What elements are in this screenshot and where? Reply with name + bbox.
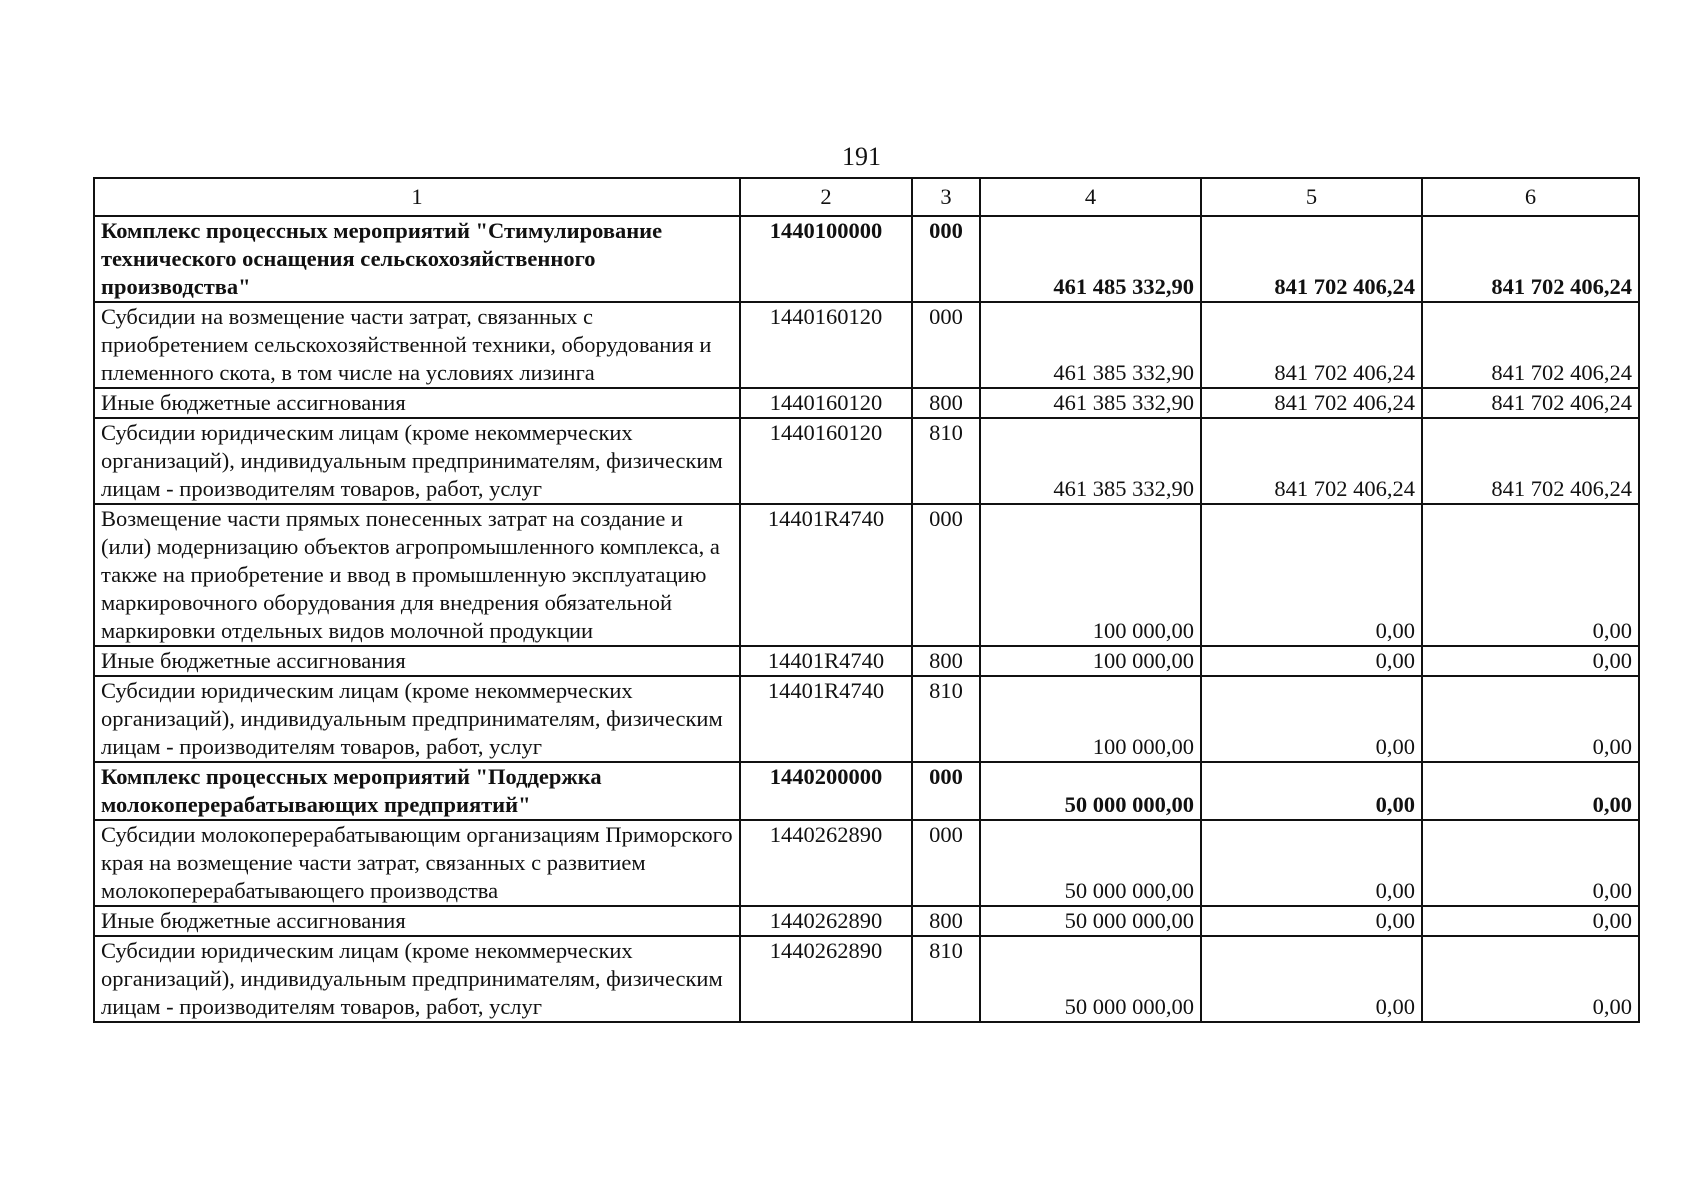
table-row	[94, 418, 1639, 504]
row-kind-cell: 000	[912, 504, 980, 646]
row-name-cell: Субсидии юридическим лицам (кроме некоммерческих организаций), индивидуальным предпринимателям, физическим лицам - производителям товаров, работ, услуг	[94, 418, 740, 504]
table-row	[94, 762, 1639, 820]
column-number-3: 3	[912, 178, 980, 216]
row-amount-col5-cell: 0,00	[1201, 504, 1422, 646]
row-code-cell: 1440160120	[740, 388, 912, 418]
table-row	[94, 676, 1639, 762]
row-name-cell: Иные бюджетные ассигнования	[94, 906, 740, 936]
row-amount-col4-cell: 461 485 332,90	[980, 216, 1201, 302]
table-row	[94, 302, 1639, 388]
row-amount-col4-cell: 100 000,00	[980, 504, 1201, 646]
table-row	[94, 936, 1639, 1022]
row-kind-cell: 800	[912, 646, 980, 676]
row-amount-col4-cell: 50 000 000,00	[980, 762, 1201, 820]
table-body	[94, 178, 1639, 1022]
row-kind-cell: 810	[912, 676, 980, 762]
row-kind-cell: 000	[912, 216, 980, 302]
row-amount-col5-cell: 841 702 406,24	[1201, 302, 1422, 388]
row-amount-col6-cell: 0,00	[1422, 820, 1639, 906]
table-row	[94, 504, 1639, 646]
row-amount-col6-cell: 841 702 406,24	[1422, 216, 1639, 302]
budget-table	[93, 177, 1640, 1023]
table-row	[94, 646, 1639, 676]
row-name-cell: Субсидии юридическим лицам (кроме некоммерческих организаций), индивидуальным предпринимателям, физическим лицам - производителям товаров, работ, услуг	[94, 676, 740, 762]
page-number: 191	[842, 142, 881, 171]
row-amount-col6-cell: 0,00	[1422, 762, 1639, 820]
row-amount-col6-cell: 841 702 406,24	[1422, 302, 1639, 388]
row-amount-col5-cell: 0,00	[1201, 820, 1422, 906]
row-amount-col4-cell: 50 000 000,00	[980, 820, 1201, 906]
row-code-cell: 1440262890	[740, 820, 912, 906]
row-amount-col4-cell: 50 000 000,00	[980, 936, 1201, 1022]
row-amount-col4-cell: 50 000 000,00	[980, 906, 1201, 936]
row-kind-cell: 000	[912, 302, 980, 388]
row-kind-cell: 810	[912, 936, 980, 1022]
row-code-cell: 1440200000	[740, 762, 912, 820]
row-kind-cell: 000	[912, 762, 980, 820]
row-kind-cell: 800	[912, 388, 980, 418]
row-name-cell: Субсидии молокоперерабатывающим организациям Приморского края на возмещение части затрат, связанных с развитием молокоперерабатывающего производства	[94, 820, 740, 906]
row-amount-col4-cell: 461 385 332,90	[980, 302, 1201, 388]
row-amount-col4-cell: 461 385 332,90	[980, 388, 1201, 418]
row-kind-cell: 800	[912, 906, 980, 936]
row-amount-col5-cell: 0,00	[1201, 762, 1422, 820]
row-name-cell: Комплекс процессных мероприятий "Поддержка молокоперерабатывающих предприятий"	[94, 762, 740, 820]
row-amount-col6-cell: 841 702 406,24	[1422, 388, 1639, 418]
column-number-row	[94, 178, 1639, 216]
column-number-5: 5	[1201, 178, 1422, 216]
row-name-cell: Возмещение части прямых понесенных затрат на создание и (или) модернизацию объектов агропромышленного комплекса, а также на приобретение и ввод в промышленную эксплуатацию маркировочного оборудования для внедрения обязательной маркировки отдельных видов молочной продукции	[94, 504, 740, 646]
row-amount-col6-cell: 0,00	[1422, 504, 1639, 646]
row-amount-col5-cell: 841 702 406,24	[1201, 388, 1422, 418]
row-code-cell: 14401R4740	[740, 676, 912, 762]
column-number-1: 1	[94, 178, 740, 216]
row-amount-col4-cell: 100 000,00	[980, 646, 1201, 676]
row-code-cell: 1440262890	[740, 906, 912, 936]
row-amount-col6-cell: 0,00	[1422, 906, 1639, 936]
row-amount-col6-cell: 0,00	[1422, 936, 1639, 1022]
row-amount-col5-cell: 0,00	[1201, 676, 1422, 762]
row-kind-cell: 810	[912, 418, 980, 504]
row-amount-col5-cell: 841 702 406,24	[1201, 418, 1422, 504]
row-amount-col5-cell: 841 702 406,24	[1201, 216, 1422, 302]
row-amount-col6-cell: 0,00	[1422, 646, 1639, 676]
row-name-cell: Иные бюджетные ассигнования	[94, 388, 740, 418]
table-row	[94, 820, 1639, 906]
row-name-cell: Иные бюджетные ассигнования	[94, 646, 740, 676]
row-name-cell: Субсидии на возмещение части затрат, связанных с приобретением сельскохозяйственной техники, оборудования и племенного скота, в том числе на условиях лизинга	[94, 302, 740, 388]
column-number-6: 6	[1422, 178, 1639, 216]
row-code-cell: 14401R4740	[740, 646, 912, 676]
row-amount-col6-cell: 841 702 406,24	[1422, 418, 1639, 504]
row-amount-col4-cell: 100 000,00	[980, 676, 1201, 762]
row-amount-col6-cell: 0,00	[1422, 676, 1639, 762]
row-code-cell: 1440160120	[740, 302, 912, 388]
column-number-2: 2	[740, 178, 912, 216]
row-amount-col5-cell: 0,00	[1201, 646, 1422, 676]
row-code-cell: 1440160120	[740, 418, 912, 504]
column-number-4: 4	[980, 178, 1201, 216]
row-amount-col4-cell: 461 385 332,90	[980, 418, 1201, 504]
row-code-cell: 14401R4740	[740, 504, 912, 646]
row-amount-col5-cell: 0,00	[1201, 906, 1422, 936]
row-code-cell: 1440262890	[740, 936, 912, 1022]
row-code-cell: 1440100000	[740, 216, 912, 302]
table-row	[94, 906, 1639, 936]
row-amount-col5-cell: 0,00	[1201, 936, 1422, 1022]
row-name-cell: Комплекс процессных мероприятий "Стимулирование технического оснащения сельскохозяйственного производства"	[94, 216, 740, 302]
row-name-cell: Субсидии юридическим лицам (кроме некоммерческих организаций), индивидуальным предпринимателям, физическим лицам - производителям товаров, работ, услуг	[94, 936, 740, 1022]
table-row	[94, 216, 1639, 302]
row-kind-cell: 000	[912, 820, 980, 906]
table-row	[94, 388, 1639, 418]
